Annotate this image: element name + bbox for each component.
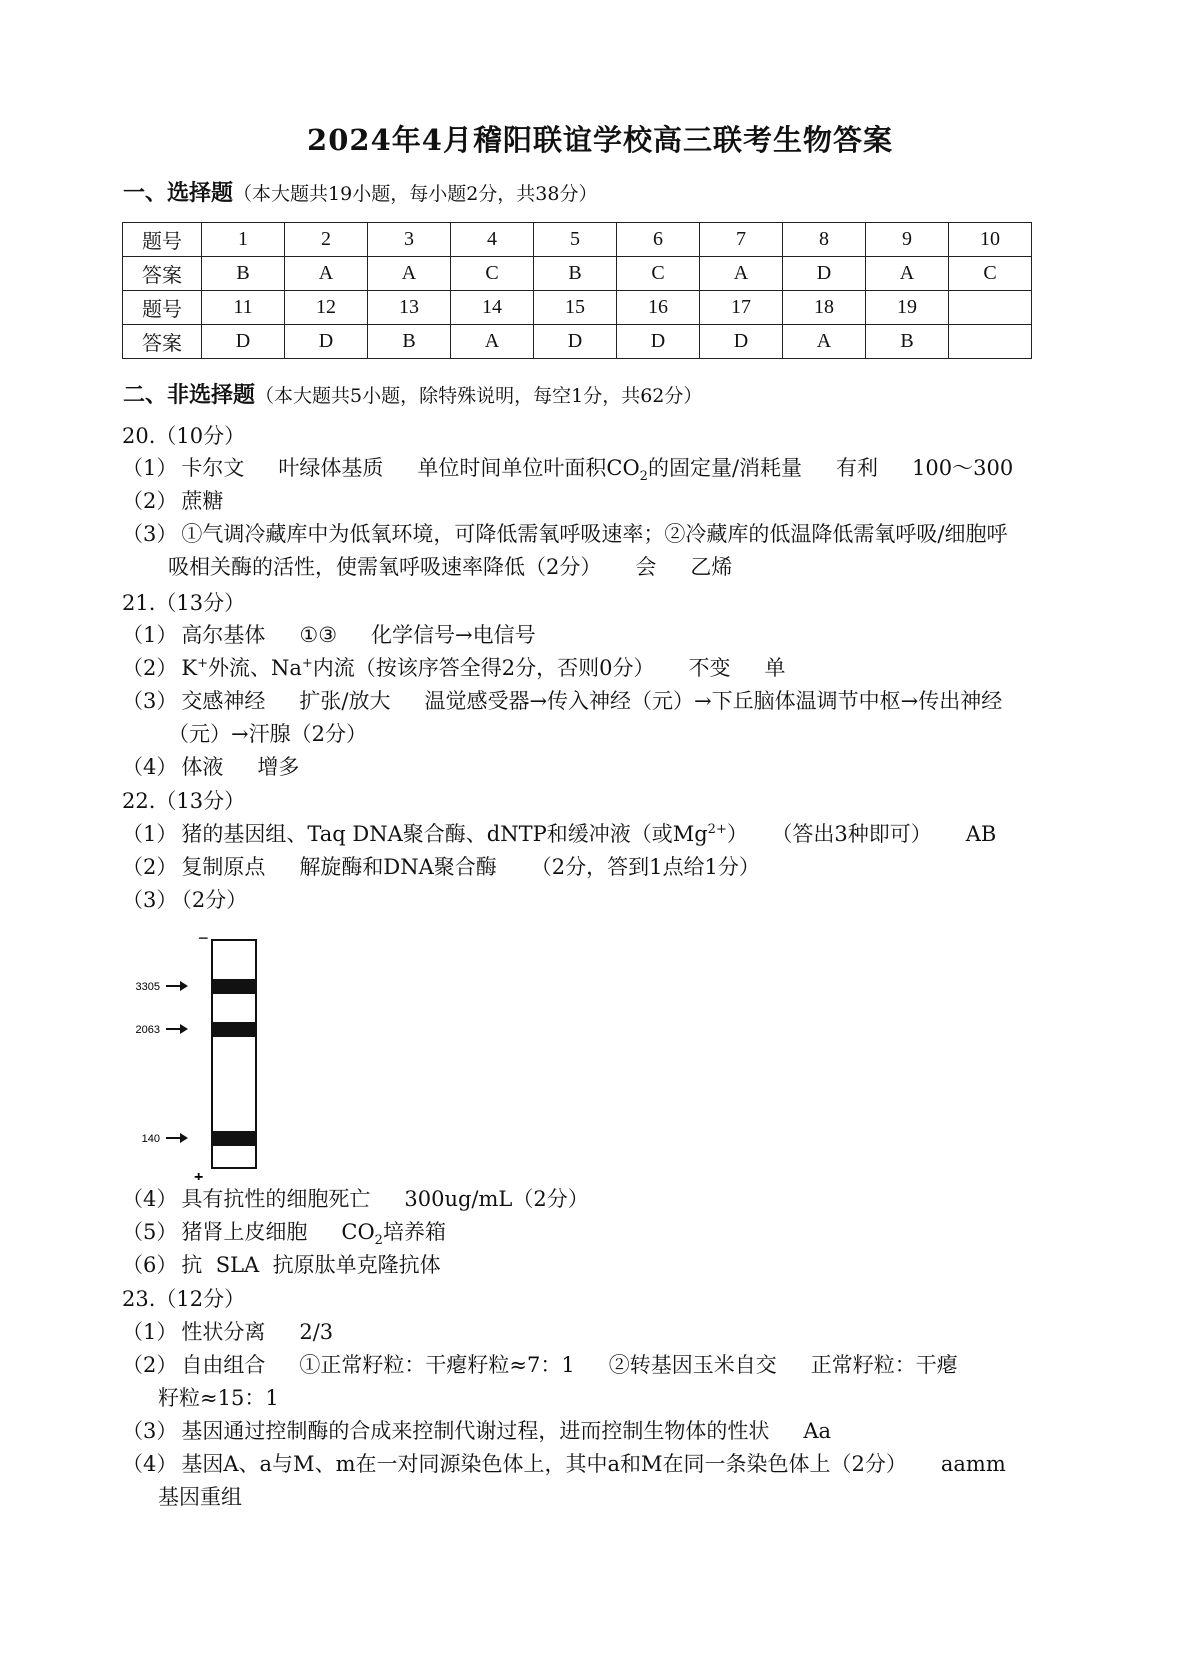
table-cell: C xyxy=(949,257,1032,291)
answer-text: 具有抗性的细胞死亡 xyxy=(181,1187,371,1211)
part-number: （3） xyxy=(122,1419,178,1443)
table-cell xyxy=(949,291,1032,325)
electrophoresis-gel-diagram xyxy=(130,930,310,1180)
answer-text: 性状分离 xyxy=(181,1320,266,1344)
answer-text: 会 xyxy=(635,555,657,579)
section-one-title: 一、选择题 xyxy=(123,180,234,206)
part-number: （4） xyxy=(122,755,178,779)
table-cell: D xyxy=(617,325,700,359)
gel-band xyxy=(213,1022,255,1037)
table-cell: D xyxy=(783,257,866,291)
section-one-heading xyxy=(123,176,597,207)
band-size-label: 3305 xyxy=(135,981,160,993)
q23-header: 23.（12分） xyxy=(122,1287,246,1311)
answer-text: 单 xyxy=(764,656,786,680)
table-cell: A xyxy=(700,257,783,291)
answer-text: 复制原点 xyxy=(181,855,266,879)
table-cell: B xyxy=(368,325,451,359)
part-number: （1） xyxy=(122,822,178,846)
part-number: （3） xyxy=(122,522,178,546)
row-label-cell: 题号 xyxy=(123,291,202,325)
answer-text: 乙烯 xyxy=(690,555,733,579)
table-cell: 11 xyxy=(202,291,285,325)
answer-text: 增多 xyxy=(257,755,300,779)
table-cell: 12 xyxy=(285,291,368,325)
answer-text: 猪肾上皮细胞 xyxy=(181,1220,308,1244)
gel-band xyxy=(213,1131,255,1146)
answer-text: aamm xyxy=(940,1452,1006,1476)
table-cell: 3 xyxy=(368,223,451,257)
part-number: （5） xyxy=(122,1220,178,1244)
answer-text: AB xyxy=(965,822,997,846)
table-cell: A xyxy=(368,257,451,291)
table-cell: D xyxy=(285,325,368,359)
answer-text: 高尔基体 xyxy=(181,623,266,647)
answer-text: 自由组合 xyxy=(181,1353,266,1377)
q21-part1 xyxy=(122,619,536,649)
part-number: （2） xyxy=(122,855,178,879)
table-cell: A xyxy=(866,257,949,291)
answer-text: 基因通过控制酶的合成来控制代谢过程，进而控制生物体的性状 xyxy=(181,1419,770,1443)
section-two-note: （本大题共5小题，除特殊说明，每空1分，共62分） xyxy=(255,385,703,407)
answer-text: （2分） xyxy=(181,888,248,912)
table-cell: 8 xyxy=(783,223,866,257)
section-one-note: （本大题共19小题，每小题2分，共38分） xyxy=(233,183,598,205)
q22-part2 xyxy=(122,851,760,881)
part-number: （1） xyxy=(122,1320,178,1344)
row-label-cell: 题号 xyxy=(123,223,202,257)
q21-part4 xyxy=(122,751,299,781)
table-cell: 17 xyxy=(700,291,783,325)
table-cell: D xyxy=(202,325,285,359)
q22-part6 xyxy=(122,1249,441,1279)
part-number: （6） xyxy=(122,1253,178,1277)
answer-text: 300ug/mL（2分） xyxy=(404,1187,589,1211)
table-cell: D xyxy=(534,325,617,359)
table-cell: 5 xyxy=(534,223,617,257)
table-cell: 18 xyxy=(783,291,866,325)
answer-text: 基因A、a与M、m在一对同源染色体上，其中a和M在同一条染色体上（2分） xyxy=(181,1452,907,1476)
part-number: （1） xyxy=(122,623,178,647)
table-cell: 9 xyxy=(866,223,949,257)
q21-header: 21.（13分） xyxy=(122,591,246,615)
row-label-cell: 答案 xyxy=(123,325,202,359)
part-number: （4） xyxy=(122,1187,178,1211)
page-title: 2024年4月稽阳联谊学校高三联考生物答案 xyxy=(307,123,893,157)
q20-part1 xyxy=(122,452,1013,484)
answer-text: K+外流、Na+内流（按该序答全得2分，否则0分） xyxy=(181,656,655,680)
table-cell: A xyxy=(451,325,534,359)
answer-text: 化学信号→电信号 xyxy=(371,623,536,647)
gel-plus-sign: + xyxy=(194,1169,204,1180)
answer-text: 体液 xyxy=(181,755,224,779)
part-number: （2） xyxy=(122,656,178,680)
answer-text: 100～300 xyxy=(912,456,1014,480)
table-cell: 1 xyxy=(202,223,285,257)
table-cell: 7 xyxy=(700,223,783,257)
answer-text: 扩张/放大 xyxy=(299,689,391,713)
q22-part4 xyxy=(122,1183,589,1213)
part-number: （3） xyxy=(122,689,178,713)
q23-part1 xyxy=(122,1316,333,1346)
q21-part2 xyxy=(122,652,786,682)
q20-header: 20.（10分） xyxy=(122,424,246,448)
table-cell: 10 xyxy=(949,223,1032,257)
answer-text: 叶绿体基质 xyxy=(278,456,384,480)
table-cell: 15 xyxy=(534,291,617,325)
table-cell: C xyxy=(451,257,534,291)
table-cell: B xyxy=(534,257,617,291)
table-cell: B xyxy=(202,257,285,291)
answer-text: 有利 xyxy=(836,456,879,480)
part-number: （4） xyxy=(122,1452,178,1476)
table-cell: A xyxy=(783,325,866,359)
q22-header: 22.（13分） xyxy=(122,789,246,813)
table-cell: 19 xyxy=(866,291,949,325)
table-cell: C xyxy=(617,257,700,291)
answer-text: 正常籽粒：干瘪 xyxy=(810,1353,958,1377)
answer-text: $CO_2$培养箱 xyxy=(341,1220,446,1249)
q22-part3 xyxy=(122,884,247,914)
answer-text: 2/3 xyxy=(299,1320,334,1344)
part-number: （3） xyxy=(122,888,178,912)
gel-minus-sign: − xyxy=(198,930,209,948)
answer-text: 不变 xyxy=(688,656,731,680)
part-number: （1） xyxy=(122,456,178,480)
table-cell: 4 xyxy=(451,223,534,257)
answer-text: 吸相关酶的活性，使需氧呼吸速率降低（2分） xyxy=(168,555,602,579)
q23-part4-line2: 基因重组 xyxy=(158,1485,242,1509)
table-cell: A xyxy=(285,257,368,291)
q23-part3 xyxy=(122,1415,831,1445)
q20-part2 xyxy=(122,485,223,515)
answer-text: ①正常籽粒：干瘪籽粒≈7：1 xyxy=(299,1353,575,1377)
answer-text: （答出3种即可） xyxy=(781,822,932,846)
answer-text: 解旋酶和DNA聚合酶 xyxy=(299,855,497,879)
q21-part3-line2: （元）→汗腺（2分） xyxy=(168,722,367,746)
band-arrowhead-icon xyxy=(180,1133,188,1143)
section-two-heading xyxy=(123,378,702,409)
part-number: （2） xyxy=(122,489,178,513)
q20-part3-line1 xyxy=(122,518,1007,548)
part-number: （2） xyxy=(122,1353,178,1377)
answer-table xyxy=(122,222,1032,359)
answer-row xyxy=(123,257,1032,291)
q23-part4-line1 xyxy=(122,1448,1006,1478)
q21-part3-line1 xyxy=(122,685,1002,715)
answer-text: 交感神经 xyxy=(181,689,266,713)
table-cell: 14 xyxy=(451,291,534,325)
band-arrowhead-icon xyxy=(180,1024,188,1034)
table-cell: 16 xyxy=(617,291,700,325)
band-size-label: 140 xyxy=(141,1133,160,1145)
answer-text: ①气调冷藏库中为低氧环境，可降低需氧呼吸速率；②冷藏库的低温降低需氧呼吸/细胞呼 xyxy=(181,522,1008,546)
answer-text: 蔗糖 xyxy=(181,489,224,513)
table-cell: D xyxy=(700,325,783,359)
band-arrowhead-icon xyxy=(180,981,188,991)
section-two-title: 二、非选择题 xyxy=(123,382,256,408)
q22-part5 xyxy=(122,1216,446,1248)
q22-part1 xyxy=(122,818,996,848)
question-number-row xyxy=(123,291,1032,325)
answer-text: ①③ xyxy=(299,623,338,647)
row-label-cell: 答案 xyxy=(123,257,202,291)
table-cell: 13 xyxy=(368,291,451,325)
answer-text: 温觉感受器→传入神经（元）→下丘脑体温调节中枢→传出神经 xyxy=(424,689,1003,713)
answer-text: 卡尔文 xyxy=(181,456,245,480)
question-number-row xyxy=(123,223,1032,257)
q23-part2-line2: 籽粒≈15：1 xyxy=(158,1386,279,1410)
table-cell: 2 xyxy=(285,223,368,257)
q23-part2-line1 xyxy=(122,1349,958,1379)
answer-text: 猪的基因组、Taq DNA聚合酶、dNTP和缓冲液（或$Mg^{2+}$） xyxy=(181,822,748,846)
gel-band xyxy=(213,979,255,994)
table-cell xyxy=(949,325,1032,359)
answer-row xyxy=(123,325,1032,359)
answer-text: 抗 SLA 抗原肽单克隆抗体 xyxy=(181,1253,441,1277)
band-size-label: 2063 xyxy=(135,1024,160,1036)
answer-text: 单位时间单位叶面积$CO_2$的固定量/消耗量 xyxy=(417,456,803,485)
table-cell: 6 xyxy=(617,223,700,257)
answer-text: Aa xyxy=(803,1419,832,1443)
answer-text: ②转基因玉米自交 xyxy=(608,1353,777,1377)
table-cell: B xyxy=(866,325,949,359)
answer-text: （2分，答到1点给1分） xyxy=(530,855,760,879)
q20-part3-line2 xyxy=(168,551,732,581)
